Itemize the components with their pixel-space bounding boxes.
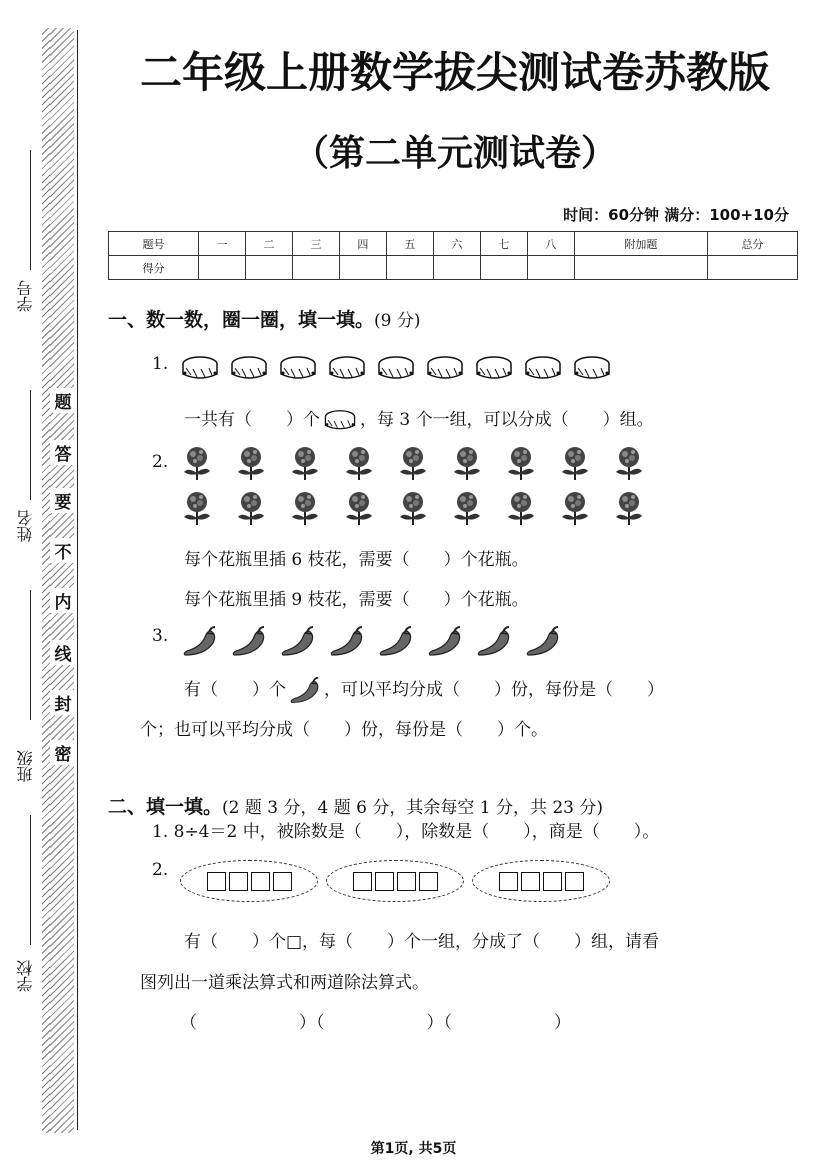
drum-row [181, 355, 622, 383]
q3-line2: 个；也可以平均分成（ ）份，每份是（ ）个。 [140, 720, 548, 740]
flower-row-1 [180, 445, 666, 481]
drum-icon [524, 355, 562, 383]
score-input-cell[interactable] [433, 256, 480, 280]
xuexiao-label: 学校 [16, 960, 35, 992]
s2-q1: 1. 8÷4＝2 中，被除数是（ ），除数是（ ），商是（ ）。 [152, 822, 660, 842]
square-group [180, 860, 318, 902]
score-header-cell: 五 [386, 232, 433, 256]
pepper-icon [524, 625, 562, 659]
q2-line2: 每个花瓶里插 9 枝花，需要（ ）个花瓶。 [184, 590, 529, 610]
drum-icon [426, 355, 464, 383]
score-header-cell: 一 [199, 232, 246, 256]
page-subtitle: （第二单元测试卷） [292, 133, 617, 174]
flower-icon [180, 490, 214, 526]
flower-icon [612, 445, 646, 481]
drum-icon [279, 355, 317, 383]
score-row [109, 256, 798, 280]
square-icon [499, 872, 518, 891]
seal-char: 不 [50, 538, 76, 563]
square-icon [273, 872, 292, 891]
flower-icon [450, 490, 484, 526]
q2-line1: 每个花瓶里插 6 枝花，需要（ ）个花瓶。 [184, 550, 529, 570]
score-input-cell[interactable] [339, 256, 386, 280]
drum-icon [475, 355, 513, 383]
q3-line1: 有（ ）个 ，可以平均分成（ ）份，每份是（ ） [184, 675, 664, 706]
square-icon [419, 872, 438, 891]
seal-char: 内 [50, 588, 76, 613]
score-input-cell[interactable] [707, 256, 797, 280]
seal-char: 线 [50, 640, 76, 665]
page-title: 二年级上册数学拔尖测试卷苏教版 [139, 48, 770, 97]
binding-hatch-right [50, 28, 74, 1133]
square-icon [251, 872, 270, 891]
flower-icon [450, 445, 484, 481]
s2-q2-line1: 有（ ）个□，每（ ）个一组，分成了（ ）组，请看 [184, 932, 660, 952]
banji-rule [30, 590, 31, 720]
flower-icon [288, 445, 322, 481]
square-icon [375, 872, 394, 891]
s2-q2-line3: （ ）（ ）（ ） [180, 1013, 571, 1033]
square-icon [353, 872, 372, 891]
score-input-cell[interactable] [386, 256, 433, 280]
pepper-row [181, 625, 573, 659]
s2-q2-number: 2. [152, 860, 169, 880]
seal-char: 题 [50, 388, 76, 413]
square-icon [521, 872, 540, 891]
flower-icon [558, 445, 592, 481]
square-group [472, 860, 610, 902]
flower-icon [504, 445, 538, 481]
xingming-label: 姓名 [16, 510, 35, 542]
xuexiao-rule [30, 815, 31, 945]
q3-number: 3. [152, 626, 169, 646]
score-header-cell: 二 [246, 232, 293, 256]
drum-icon [181, 355, 219, 383]
score-input-cell[interactable] [199, 256, 246, 280]
flower-icon [342, 445, 376, 481]
flower-icon [234, 445, 268, 481]
flower-icon [558, 490, 592, 526]
flower-icon [612, 490, 646, 526]
banji-label: 班级 [16, 750, 35, 782]
xuehao-label: 学号 [16, 280, 35, 312]
flower-icon [180, 445, 214, 481]
score-header-cell: 附加题 [574, 232, 707, 256]
seal-char: 要 [50, 488, 76, 513]
q1-text: 一共有（ ）个 ，每 3 个一组，可以分成（ ）组。 [184, 405, 654, 433]
square-icon [565, 872, 584, 891]
drum-icon [573, 355, 611, 383]
seal-char: 封 [50, 690, 76, 715]
score-input-cell[interactable] [574, 256, 707, 280]
score-header-cell: 八 [527, 232, 574, 256]
score-table [108, 231, 798, 280]
seal-char: 答 [50, 440, 76, 465]
pepper-icon [328, 625, 366, 659]
score-input-cell[interactable] [292, 256, 339, 280]
xuehao-rule [30, 150, 31, 270]
pepper-icon [288, 676, 322, 706]
square-icon [543, 872, 562, 891]
score-input-cell[interactable] [246, 256, 293, 280]
section2-heading: 二、填一填。(2 题 3 分，4 题 6 分，其余每空 1 分，共 23 分) [108, 796, 604, 818]
pepper-icon [230, 625, 268, 659]
score-header-cell: 题号 [109, 232, 199, 256]
pepper-icon [426, 625, 464, 659]
s2-q2-line2: 图列出一道乘法算式和两道除法算式。 [140, 973, 429, 993]
score-label-cell: 得分 [109, 256, 199, 280]
score-header-cell: 六 [433, 232, 480, 256]
q1-number: 1. [152, 354, 169, 374]
flower-icon [504, 490, 538, 526]
flower-icon [234, 490, 268, 526]
xingming-rule [30, 390, 31, 500]
square-icon [397, 872, 416, 891]
score-header-cell: 七 [480, 232, 527, 256]
binding-line [77, 30, 78, 1130]
pepper-icon [279, 625, 317, 659]
square-group [326, 860, 464, 902]
score-header-cell: 四 [339, 232, 386, 256]
score-input-cell[interactable] [527, 256, 574, 280]
score-header-cell: 总分 [707, 232, 797, 256]
flower-icon [342, 490, 376, 526]
q2-number: 2. [152, 452, 169, 472]
flower-row-2 [180, 490, 666, 526]
square-icon [229, 872, 248, 891]
page-footer: 第1页, 共5页 [370, 1141, 457, 1157]
flower-icon [396, 445, 430, 481]
drum-icon [230, 355, 268, 383]
score-header-row [109, 232, 798, 256]
flower-icon [396, 490, 430, 526]
score-input-cell[interactable] [480, 256, 527, 280]
drum-icon [322, 409, 358, 433]
square-icon [207, 872, 226, 891]
exam-meta: 时间：60分钟 满分：100+10分 [563, 206, 789, 224]
flower-icon [288, 490, 322, 526]
drum-icon [328, 355, 366, 383]
score-header-cell: 三 [292, 232, 339, 256]
section1-heading: 一、数一数，圈一圈，填一填。(9 分) [108, 309, 421, 331]
pepper-icon [475, 625, 513, 659]
drum-icon [377, 355, 415, 383]
pepper-icon [181, 625, 219, 659]
seal-char: 密 [50, 740, 76, 765]
pepper-icon [377, 625, 415, 659]
